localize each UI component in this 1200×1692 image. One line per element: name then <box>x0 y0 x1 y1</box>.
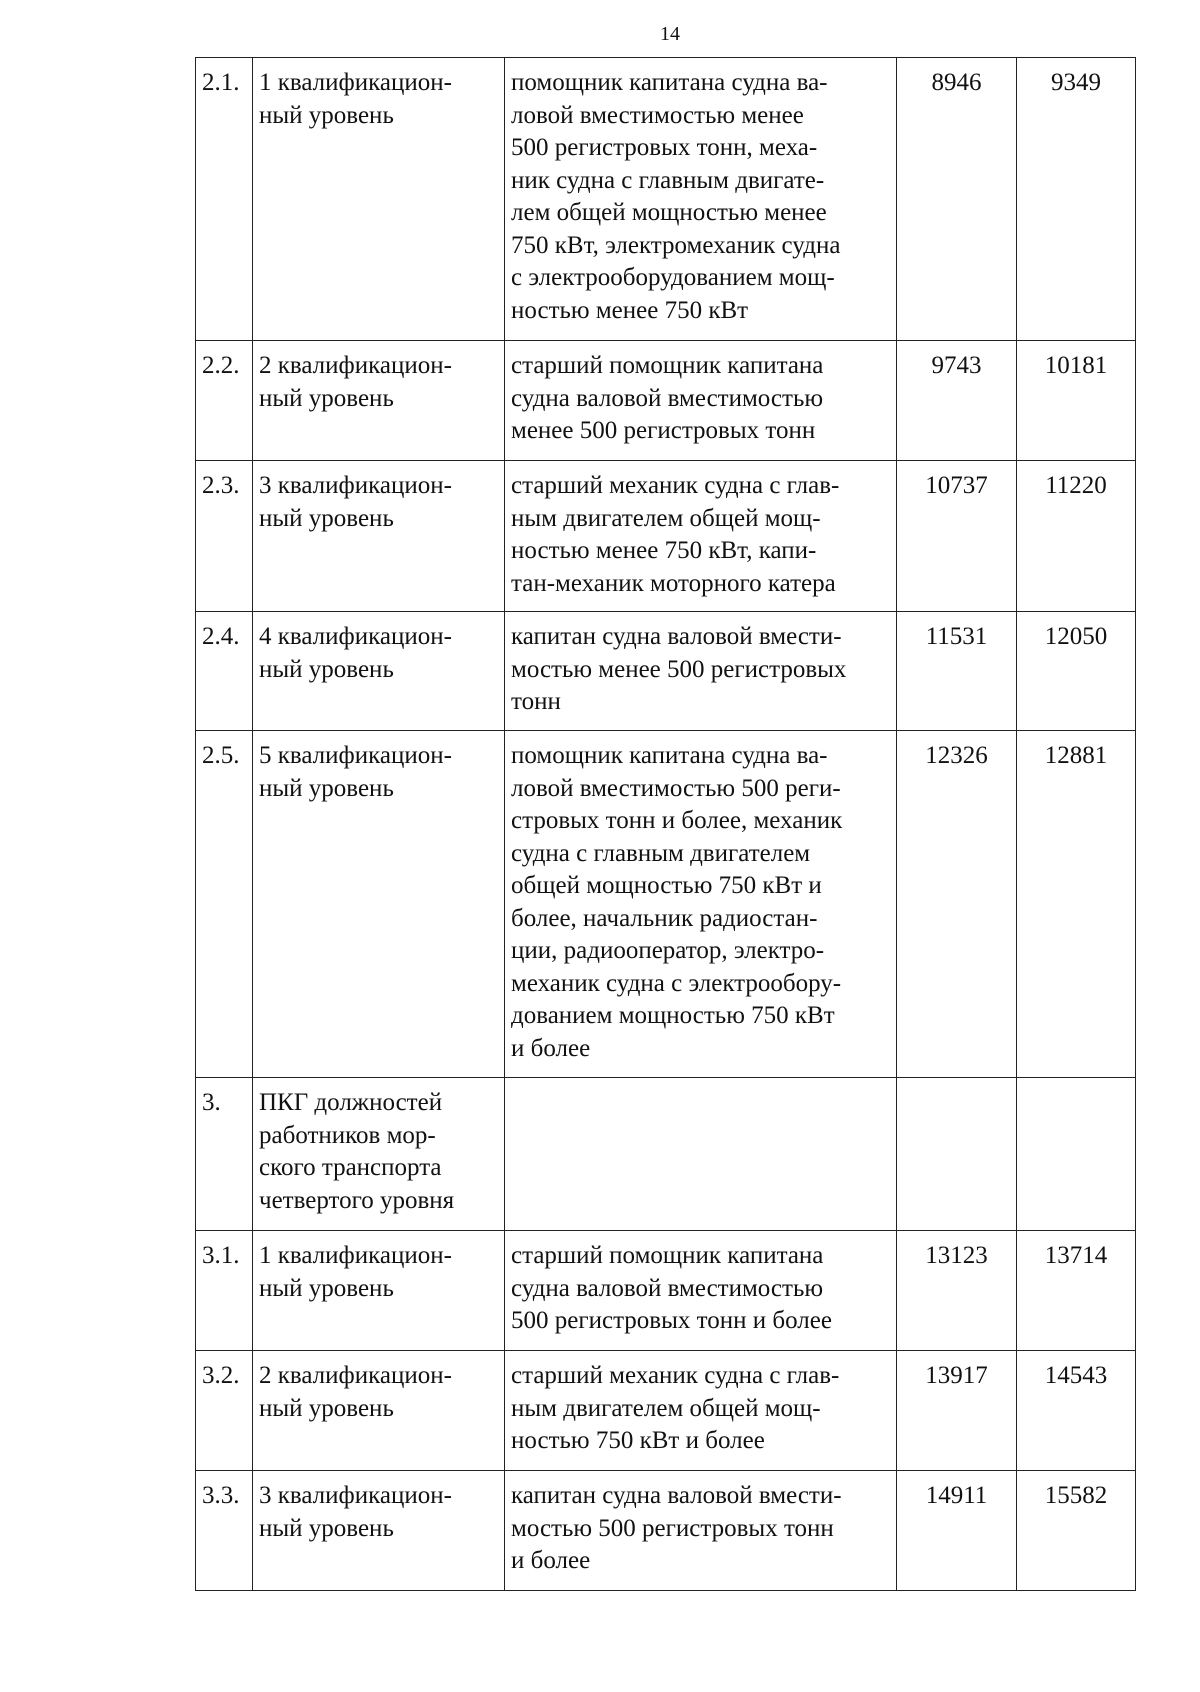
positions-cell: капитан судна валовой вмести- мостью 500 регистровых тонн и более <box>505 1471 897 1591</box>
row-number: 2.4. <box>196 612 253 731</box>
qualification-level: 1 квалификацион- ный уровень <box>253 58 505 341</box>
table-row <box>196 1351 1136 1471</box>
row-number: 3.3. <box>196 1471 253 1591</box>
row-number: 3.2. <box>196 1351 253 1471</box>
rate-value-1: 13917 <box>897 1351 1017 1471</box>
rate-value-2: 14543 <box>1017 1351 1136 1471</box>
rate-value-1: 14911 <box>897 1471 1017 1591</box>
table-row <box>196 341 1136 461</box>
rate-value-2: 12881 <box>1017 731 1136 1078</box>
positions-cell: старший механик судна с глав- ным двигателем общей мощ- ностью менее 750 кВт, капи- тан-механик моторного катера <box>505 461 897 612</box>
page-number: 14 <box>660 23 680 45</box>
rate-value-2 <box>1017 1078 1136 1231</box>
qualification-level: 1 квалификацион- ный уровень <box>253 1231 505 1351</box>
row-number: 2.1. <box>196 58 253 341</box>
rate-value-1 <box>897 1078 1017 1231</box>
table-row <box>196 58 1136 341</box>
positions-cell: старший помощник капитана судна валовой вместимостью менее 500 регистровых тонн <box>505 341 897 461</box>
rate-value-1: 8946 <box>897 58 1017 341</box>
row-number: 2.3. <box>196 461 253 612</box>
rate-value-1: 12326 <box>897 731 1017 1078</box>
positions-cell: старший помощник капитана судна валовой вместимостью 500 регистровых тонн и более <box>505 1231 897 1351</box>
table-row <box>196 612 1136 731</box>
row-number: 2.2. <box>196 341 253 461</box>
rate-value-1: 9743 <box>897 341 1017 461</box>
qualification-level: 3 квалификацион- ный уровень <box>253 1471 505 1591</box>
rate-value-1: 13123 <box>897 1231 1017 1351</box>
qualification-level: 2 квалификацион- ный уровень <box>253 1351 505 1471</box>
rate-value-2: 12050 <box>1017 612 1136 731</box>
rate-value-2: 11220 <box>1017 461 1136 612</box>
qualification-group-title: ПКГ должностей работников мор- ского транспорта четвертого уровня <box>253 1078 505 1231</box>
qualification-level: 4 квалификацион- ный уровень <box>253 612 505 731</box>
row-number: 2.5. <box>196 731 253 1078</box>
positions-cell: капитан судна валовой вмести- мостью менее 500 регистровых тонн <box>505 612 897 731</box>
rate-value-2: 15582 <box>1017 1471 1136 1591</box>
qualification-level: 3 квалификацион- ный уровень <box>253 461 505 612</box>
positions-cell <box>505 1078 897 1231</box>
rate-value-1: 10737 <box>897 461 1017 612</box>
table-row <box>196 461 1136 612</box>
table-row <box>196 1231 1136 1351</box>
rate-value-2: 9349 <box>1017 58 1136 341</box>
table-row <box>196 731 1136 1078</box>
qualification-level: 2 квалификацион- ный уровень <box>253 341 505 461</box>
qualification-level: 5 квалификацион- ный уровень <box>253 731 505 1078</box>
row-number: 3.1. <box>196 1231 253 1351</box>
rate-value-2: 10181 <box>1017 341 1136 461</box>
rate-value-1: 11531 <box>897 612 1017 731</box>
positions-cell: помощник капитана судна ва- ловой вместимостью менее 500 регистровых тонн, меха- ник судна с главным двигате- лем общей мощностью менее 750 кВт, электромеханик судна с электрооборудованием мощ- ностью менее 750 кВт <box>505 58 897 341</box>
table-row <box>196 1471 1136 1591</box>
positions-cell: помощник капитана судна ва- ловой вместимостью 500 реги- стровых тонн и более, механик судна с главным двигателем общей мощностью 750 кВт и более, начальник радиостан- ции, радиооператор, электро- механик судна с электрообору- дованием мощностью 750 кВт и более <box>505 731 897 1078</box>
qualification-table <box>195 57 1136 1591</box>
positions-cell: старший механик судна с глав- ным двигателем общей мощ- ностью 750 кВт и более <box>505 1351 897 1471</box>
row-number: 3. <box>196 1078 253 1231</box>
table-row <box>196 1078 1136 1231</box>
rate-value-2: 13714 <box>1017 1231 1136 1351</box>
